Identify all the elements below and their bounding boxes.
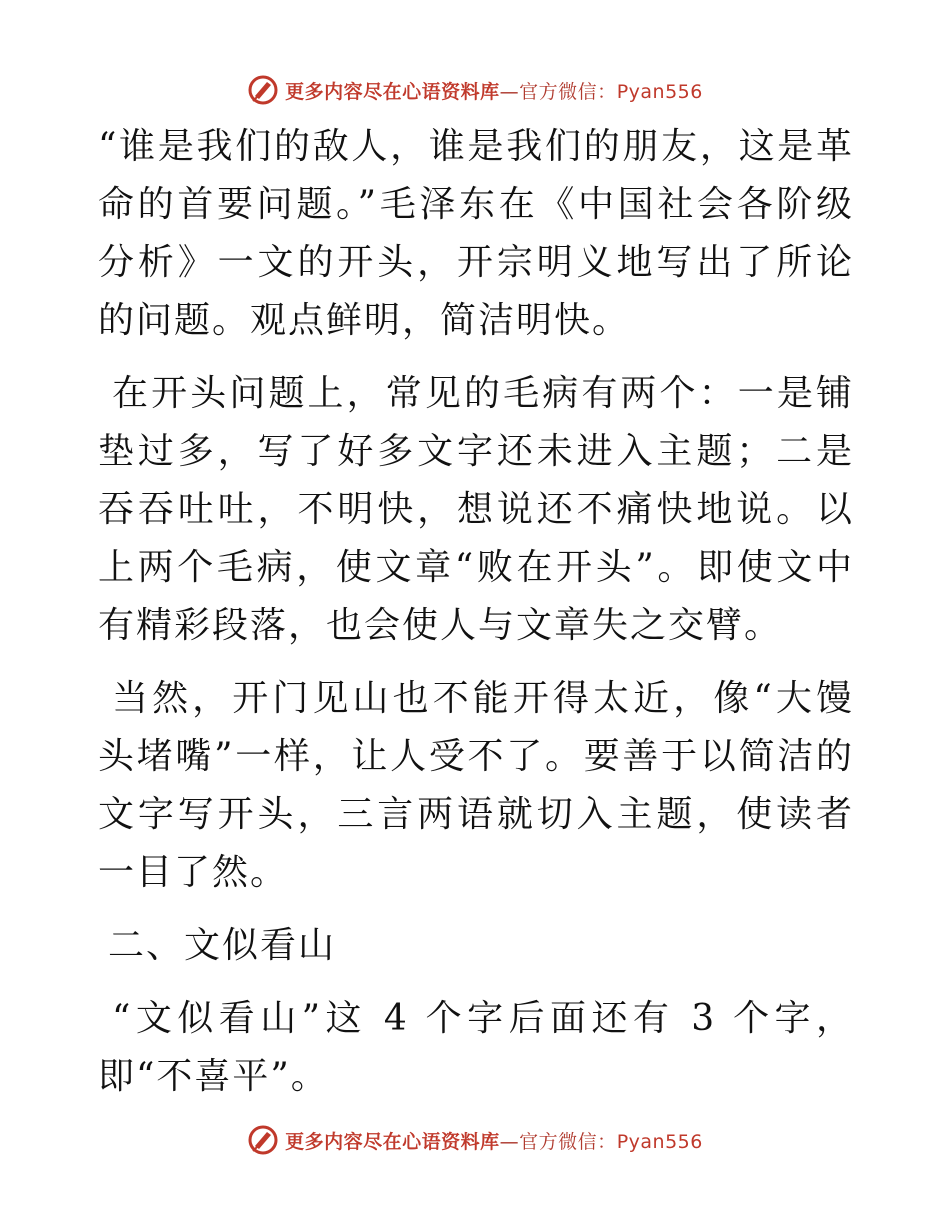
paragraph-3: 当然，开门见山也不能开得太近，像“大馒头堵嘴”一样，让人受不了。要善于以简洁的文字写开头，三言两语就切入主题，使读者一目了然。 <box>98 678 854 893</box>
pen-circle-logo-icon <box>247 1124 279 1156</box>
banner-text: 更多内容尽在心语资料库—官方微信：Pyan556 <box>285 80 703 103</box>
pen-circle-logo-icon <box>247 74 279 106</box>
section-heading: 二、文似看山 <box>108 925 337 966</box>
paragraph-4: “文似看山”这 4 个字后面还有 3 个字，即“不喜平”。 <box>98 998 854 1097</box>
paragraph-1: “谁是我们的敌人，谁是我们的朋友，这是革命的首要问题。”毛泽东在《中国社会各阶级分析》一文的开头，开宗明义地写出了所论的问题。观点鲜明，简洁明快。 <box>98 126 854 341</box>
paragraph-2: 在开头问题上，常见的毛病有两个：一是铺垫过多，写了好多文字还未进入主题；二是吞吞吐吐，不明快，想说还不痛快地说。以上两个毛病，使文章“败在开头”。即使文中有精彩段落，也会使人与文章失之交臂。 <box>98 373 854 646</box>
banner-text: 更多内容尽在心语资料库—官方微信：Pyan556 <box>285 1130 703 1153</box>
document-body <box>98 118 854 1121</box>
header-banner <box>0 70 950 110</box>
footer-banner <box>0 1120 950 1160</box>
